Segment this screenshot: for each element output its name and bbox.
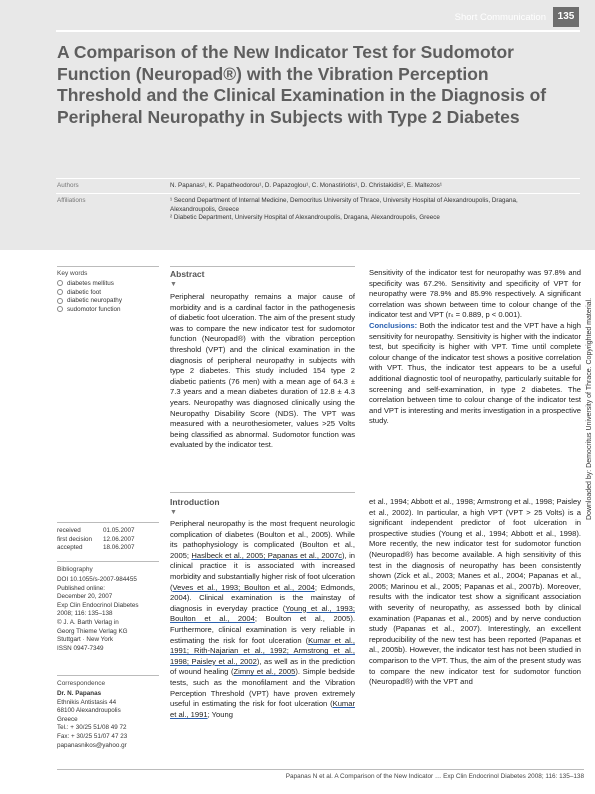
bibliography-title: Bibliography	[57, 566, 93, 573]
conclusions-label: Conclusions:	[369, 320, 418, 330]
section-label: Short Communication	[454, 12, 546, 23]
affiliation-2: ² Diabetic Department, University Hospital of Alexandroupolis, Dragana, Alexandroupolis, Greece	[170, 214, 440, 221]
date-row: first decision 12.06.2007	[57, 535, 135, 543]
introduction-rule	[170, 492, 355, 493]
date-row: accepted 18.06.2007	[57, 544, 135, 552]
abstract-text-right: Sensitivity of the indicator test for neuropathy was 97.8% and specificity was 67.2%. Sensitivity and specificity of VPT for neuropathy were 78.9% and 85.9% respectively. A significant correlation was shown between time to colour change of the indicator test and VPT (rₛ = 0.889, p < 0.001).	[369, 268, 581, 320]
citation-link[interactable]: Kumar et al., 1991	[170, 699, 355, 719]
footer-rule	[57, 769, 584, 770]
correspondence-block: Dr. N. Papanas Ethnikis Antistasis 44 68100 Alexandroupolis Greece Tel.: + 30/25 51/08 49 72 Fax: + 30/25 51/07 47 23 papanasnikos@yahoo.gr	[57, 690, 128, 749]
triangle-down-icon: ▼	[170, 509, 177, 516]
date-row: received 01.05.2007	[57, 527, 135, 534]
correspondence-title: Correspondence	[57, 680, 106, 687]
sidebar-rule	[57, 522, 159, 523]
affiliation-1: ¹ Second Department of Internal Medicine, Democritus University of Thrace, University Hospital of Alexandroupolis, Dragana, Alexandroupolis, Greece	[170, 197, 518, 213]
sidebar-rule	[57, 675, 159, 676]
abstract-conclusions: Conclusions: Both the indicator test and the VPT have a high sensitivity for neuropathy. Sensitivity is higher with the indicator test, but specificity is higher with VPT. Time until complete colour change of the indicator test shows a positive correlation with VPT. Thus, the indicator test appears to be a useful additional diagnostic tool of neuropathy, particularly suitable for screening and self-examination, in type 2 diabetes. The correlation between time to colour change of the indicator test and VPT is interesting and merits investigation in a prospective study.	[369, 320, 581, 426]
download-note: Downloaded by: Democritus University of Thrace. Copyrighted material.	[586, 297, 593, 520]
doi[interactable]: DOI 10.1055/s-2007-984455	[57, 576, 137, 583]
page-number: 135	[553, 7, 579, 27]
bibliography-block: DOI 10.1055/s-2007-984455 Published online: December 20, 2007 Exp Clin Endocrinol Diabetes 2008; 116: 135–138 © J. A. Barth Verlag in Georg Thieme Verlag KG Stuttgart · New York ISSN 0947-7349	[57, 576, 139, 652]
footer-citation: Papanas N et al. A Comparison of the New Indicator … Exp Clin Endocrinol Diabetes 2008; 116: 135–138	[285, 773, 584, 780]
authors-label: Authors	[57, 182, 79, 189]
author-list: N. Papanas¹, K. Papatheodorou¹, D. Papazoglou¹, C. Monastiriotis¹, D. Christakidis², E. Maltezos¹	[170, 182, 442, 189]
article-title: A Comparison of the New Indicator Test for Sudomotor Function (Neuropad®) with the Vibration Perception Threshold and the Clinical Examination in the Diagnosis of Peripheral Neuropathy in Subjects with Type 2 Diabetes	[57, 42, 547, 127]
affiliations-rule	[56, 193, 580, 194]
abstract-right-column	[369, 268, 581, 427]
sidebar-rule	[57, 266, 159, 267]
bullet-icon	[57, 289, 63, 295]
authors-rule	[56, 178, 580, 179]
bullet-icon	[57, 298, 63, 304]
abstract-text-left: Peripheral neuropathy remains a major cause of morbidity and is a cardinal factor in the pathogenesis of diabetic foot ulceration. The aim of the present study was to compare the new indicator test for sudomotor function (Neuropad®) with the vibration perception threshold (VPT) and the clinical examination in the diagnosis of peripheral neuropathy in subjects with type 2 diabetes. This study included 154 type 2 diabetic patients (76 men) with a mean age of 64.3 ± 7.3 years and a mean diabetes duration of 12.8 ± 4.3 years. Neuropathy was diagnosed clinically using the Neuropathy Disability Score (NDS). The VPT was measured with a neurothesiometer, values >25 Volts being classified as abnormal. Sudomotor function was evaluated by the indicator test.	[170, 292, 355, 450]
correspondence-name: Dr. N. Papanas	[57, 690, 102, 697]
keywords-list	[57, 280, 122, 314]
introduction-text-col1: Peripheral neuropathy is the most frequent neurologic complication of diabetes (Boulton et al., 2005). While its pathophysiology is complicated (Boulton et al., 2005; Haslbeck et al., 2005; Papanas et al., 2007c), in clinical practice it is associated with increased morbidity and substantially higher risk of foot ulceration (Veves et al., 1993; Boulton et al., 2004; Edmonds, 2004). Clinical examination is the mainstay of diagnosis in everyday practice (Young et al., 1993; Boulton et al., 2004; Boulton et al., 2005). Furthermore, clinical examination is very reliable in estimating the risk for foot ulceration (Kumar et al., 1991; Rith-Najarian et al., 1992; Armstrong et al., 1998; Paisley et al., 2002), as well as in the prediction of wound healing (Zimny et al., 2005). Simple bedside tests, such as the monofilament and the Vibration Perception Threshold (VPT) have proven extremely useful in estimating the risk for foot ulceration (Kumar et al., 1991; Young	[170, 519, 356, 719]
bullet-icon	[57, 280, 63, 286]
abstract-rule	[170, 266, 355, 267]
citation-link[interactable]: Haslbeck et al., 2005; Papanas et al., 2007c	[191, 550, 343, 560]
citation-link[interactable]: Veves et al., 1993; Boulton et al., 2004	[172, 582, 315, 592]
introduction-title: Introduction	[170, 497, 220, 507]
dates-block	[57, 527, 135, 553]
introduction-text-col2: et al., 1994; Abbott et al., 1998; Armstrong et al., 1998; Paisley et al., 2002). In particular, a high VPT (VPT > 25 Volts) is a significant independent predictor of foot ulceration in prospective studies (Young et al., 1994; Abbott et al., 1998). More recently, the new indicator test for sudomotor function (Neuropad®) has become available. A high sensitivity of this test in the diagnosis of neuropathy has been consistently shown (Zick et al., 2003; Manes et al., 2004; Papanas et al., 2005; Marinou et al., 2005; Papanas et al., 2007b). Moreover, results with the indicator test show a significant association with severity of neuropathy, as assessed both by clinical examination (Papanas et al., 2005) and by nerve conduction study (Papanas et al., 2007). Interestingly, an excellent reproducibility of the new test has been reported (Papanas et al., 2005b). However, the indicator test has not been studied in comparison to the VPT. Thus, the aim of the present study was to compare the new indicator test for sudomotor function (Neuropad®) with the VPT and	[369, 497, 581, 687]
affiliations-label: Affiliations	[57, 197, 86, 204]
abstract-title: Abstract	[170, 269, 205, 279]
bullet-icon	[57, 306, 63, 312]
keyword-item: diabetic foot	[57, 289, 122, 298]
keyword-item: sudomotor function	[57, 306, 122, 315]
keyword-item: diabetes mellitus	[57, 280, 122, 289]
keywords-title: Key words	[57, 270, 88, 277]
correspondence-email[interactable]: papanasnikos@yahoo.gr	[57, 741, 127, 749]
keyword-item: diabetic neuropathy	[57, 297, 122, 306]
title-rule	[56, 30, 580, 32]
sidebar-rule	[57, 561, 159, 562]
citation-link[interactable]: Zimny et al., 2005	[233, 667, 296, 677]
citation-link[interactable]: Young et al., 1993; Boulton et al., 2004	[170, 603, 355, 624]
triangle-down-icon: ▼	[170, 281, 177, 288]
citation-link[interactable]: Kumar et al., 1991; Rith-Najarian et al., 1992; Armstrong et al., 1998; Paisley et al., 2002	[170, 635, 355, 666]
